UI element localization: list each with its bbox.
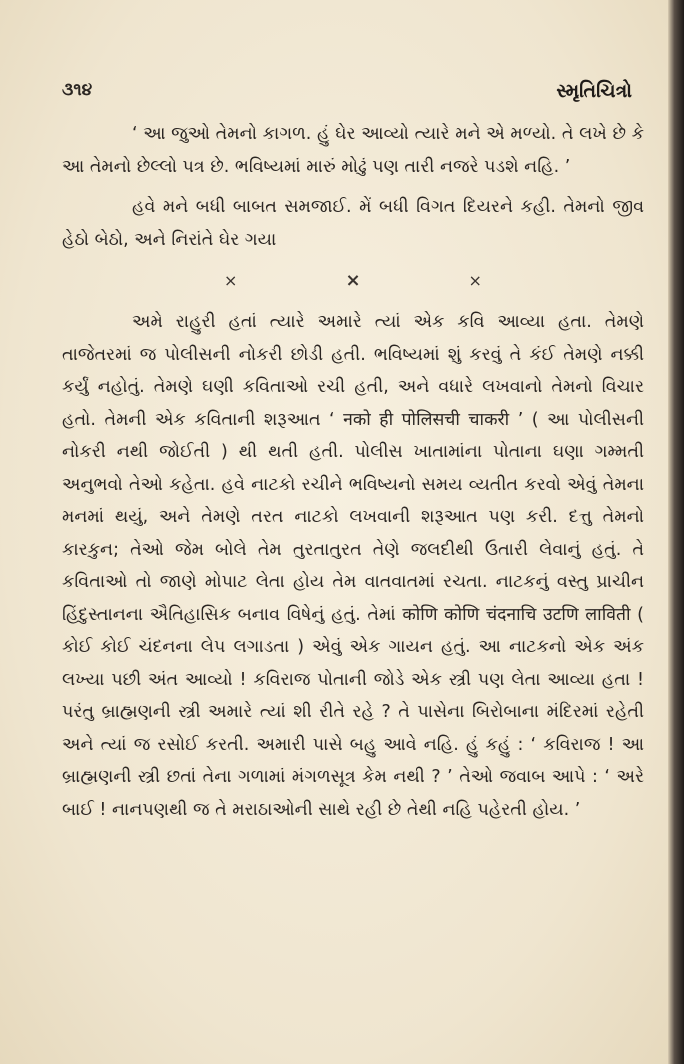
paragraph-poet-story: અમે રાહુરી હતાં ત્યારે અમારે ત્યાં એક કવિ આવ્યા હતા. તેમણે તાજેતરમાં જ પોલીસની નોકરી છોડી હતી. ભવિષ્યમાં શું કરવું તે કંઈ તેમણે નક્કી કર્યું નહોતું. તેમણે ઘણી કવિતાઓ રચી હતી, અને વધારે લખવાનો તેમનો વિચાર હતો. તેમની એક કવિતાની શરૂઆત ‘ नको ही पोलिसची चाकरी ’ ( આ પોલીસની નોકરી નથી જોઈતી ) થી થતી હતી. પોલીસ ખાતામાંના પોતાના ઘણા ગમ્મતી અનુભવો તેઓ કહેતા. હવે નાટકો રચીને ભવિષ્યનો સમય વ્યતીત કરવો એવું તેમના મનમાં થયું, અને તેમણે તરત નાટકો લખવાની શરૂઆત પણ કરી. દત્તુ તેમનો કારકુન; તેઓ જેમ બોલે તેમ તુરતાતુરત તેણે જલદીથી ઉતારી લેવાનું હતું. તે કવિતાઓ તો જાણે મોપાટ લેતા હોય તેમ વાતવાતમાં રચતા. નાટકનું વસ્તુ પ્રાચીન હિંદુસ્તાનના ઐતિહાસિક બનાવ વિષેનું હતું. તેમાં कोणि कोणि चंदनाचि उटणि लाविती ( કોઈ કોઈ ચંદનના લેપ લગાડતા ) એવું એક ગાયન હતું. આ નાટકનો એક અંક લખ્યા પછી અંત આવ્યો ! કવિરાજ પોતાની જોડે એક સ્ત્રી પણ લેતા આવ્યા હતા ! પરંતુ બ્રાહ્મણની સ્ત્રી અમારે ત્યાં શી રીતે રહે ? તે પાસેના બિરોબાના મંદિરમાં રહેતી અને ત્યાં જ રસોઈ કરતી. અમારી પાસે બહુ આવે નહિ. હું કહું : ‘ કવિરાજ ! આ બ્રાહ્મણની સ્ત્રી છતાં તેના ગળામાં મંગળસૂત્ર કેમ નથી ? ’ તેઓ જવાબ આપે : ‘ અરે બાઈ ! નાનપણથી જ તે મરાઠાઓની સાથે રહી છે તેથી નહિ પહેરતી હોય. ’	[62, 312, 644, 820]
separator-mark: ×	[468, 270, 482, 290]
separator-mark: ×	[345, 269, 361, 291]
running-title: સ્મૃતિચિત્રો	[556, 80, 632, 102]
book-binding-edge	[668, 0, 684, 1064]
section-separator	[62, 256, 644, 306]
body-text	[62, 118, 644, 826]
separator-mark: ×	[224, 270, 238, 290]
page-header	[62, 80, 632, 114]
paragraph-letter-quote: ‘ આ જુઓ તેમનો કાગળ. હું ઘેર આવ્યો ત્યારે મને એ મળ્યો. તે લખે છે કે આ તેમનો છેલ્લો પત્ર છે. ભવિષ્યમાં મારું મોઢું પણ તારી નજરે પડશે નહિ. ’	[62, 124, 644, 177]
paragraph-understanding: હવે મને બધી બાબત સમજાઈ. મેં બધી વિગત દિયરને કહી. તેમનો જીવ હેઠો બેઠો, અને નિરાંતે ઘેર ગયા	[62, 197, 644, 250]
page-number: ૩૧૪	[62, 80, 93, 100]
